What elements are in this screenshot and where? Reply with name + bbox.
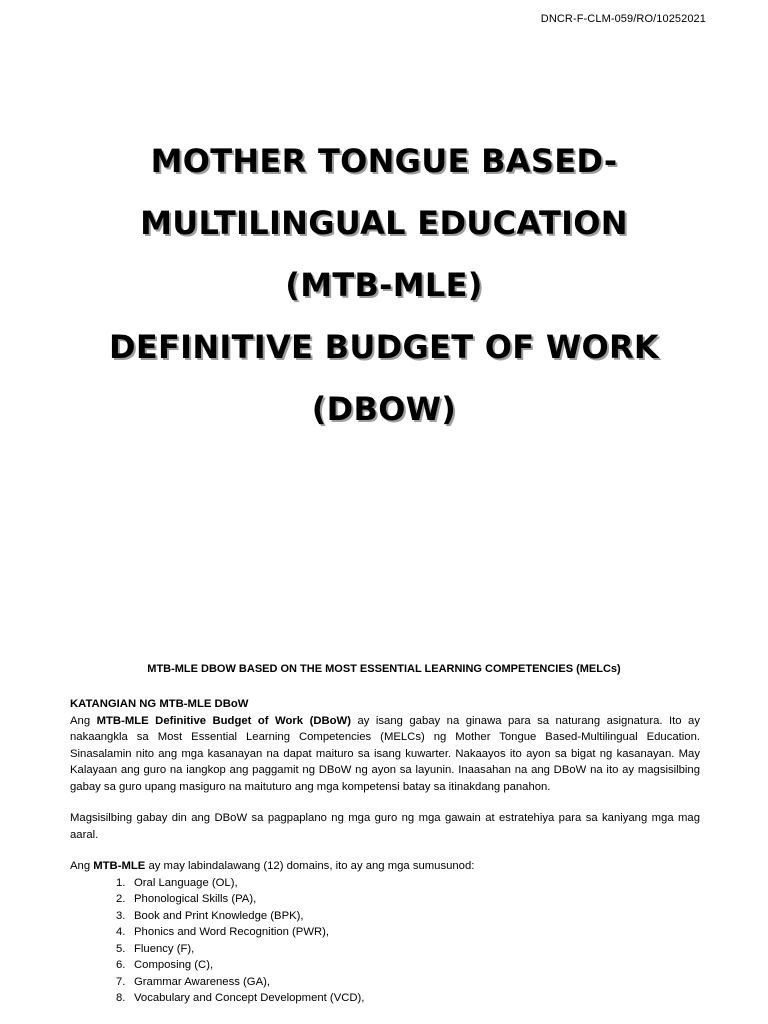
list-item	[116, 875, 700, 892]
list-item-text: Fluency (F),	[134, 942, 195, 955]
domain-list	[70, 875, 700, 1007]
list-item	[116, 974, 700, 991]
p3-rest: ay may labindalawang (12) domains, ito ay ang mga sumusunod:	[145, 860, 475, 872]
paragraph-domains-intro	[70, 858, 700, 875]
list-item-text: Oral Language (OL),	[134, 876, 238, 889]
body-subheading: KATANGIAN NG MTB-MLE DBoW	[70, 698, 249, 710]
list-item-number: 1.	[116, 876, 126, 889]
list-item	[116, 908, 700, 925]
list-item-number: 8.	[116, 992, 126, 1004]
list-item	[116, 957, 700, 974]
list-item-number: 4.	[116, 926, 126, 938]
p1-rest: ay isang gabay na ginawa para sa naturang asignatura. Ito ay nakaangkla sa Most Essential Learning Competencies (MELCs) ng Mother Tongue Based-Multilingual Education. Sinasalamin nito ang mga kasanayan na dapat maituro sa isang kuwarter. Nakaayos ito ayon sa bigat ng kasanayan. May Kalayaan ang guro na iangkop ang paggamit ng DBoW ng ayon sa layunin. Inaasahan na ang DBoW na ito ay magsisilbing gabay sa guro upang masiguro na maituturo ang mga kompetensi batay sa itinakdang panahon.	[70, 714, 700, 793]
p1-bold: MTB-MLE Definitive Budget of Work (DBoW)	[96, 714, 351, 727]
list-item-text: Grammar Awareness (GA),	[134, 975, 271, 988]
list-item	[116, 924, 700, 941]
list-item-text: Phonics and Word Recognition (PWR),	[134, 926, 330, 938]
list-item-number: 3.	[116, 909, 126, 922]
paragraph-dbow-description	[70, 713, 700, 796]
list-item	[116, 891, 700, 908]
document-body	[70, 696, 700, 1007]
list-item-number: 5.	[116, 942, 126, 955]
section-heading: MTB-MLE DBOW BASED ON THE MOST ESSENTIAL LEARNING COMPETENCIES (MELCs)	[147, 663, 621, 675]
list-item-number: 6.	[116, 959, 126, 971]
p1-lead: Ang	[70, 714, 97, 727]
title-line-3: (MTB-MLE)	[285, 266, 483, 304]
list-item-text: Book and Print Knowledge (BPK),	[134, 909, 304, 922]
list-item	[116, 941, 700, 958]
list-item-number: 2.	[116, 893, 126, 905]
list-item-text: Composing (C),	[134, 959, 214, 971]
title-line-4: DEFINITIVE BUDGET OF WORK	[108, 328, 660, 366]
p3-lead: Ang	[70, 860, 94, 872]
title-line-2: MULTILINGUAL EDUCATION	[140, 204, 628, 242]
p3-bold: MTB-MLE	[93, 860, 146, 872]
list-item-number: 7.	[116, 975, 126, 988]
list-item	[116, 990, 700, 1007]
paragraph-planning-guide: Magsisilbing gabay din ang DBoW sa pagpaplano ng mga guro ng mga gawain at estratehiya para sa kaniyang mga mag aaral.	[70, 812, 700, 841]
list-item-text: Phonological Skills (PA),	[134, 893, 257, 905]
document-code: DNCR-F-CLM-059/RO/10252021	[540, 13, 706, 25]
title-line-1: MOTHER TONGUE BASED-	[150, 142, 618, 180]
document-title	[0, 130, 768, 440]
list-item-text: Vocabulary and Concept Development (VCD),	[134, 992, 365, 1004]
title-line-5: (DBOW)	[311, 390, 457, 428]
